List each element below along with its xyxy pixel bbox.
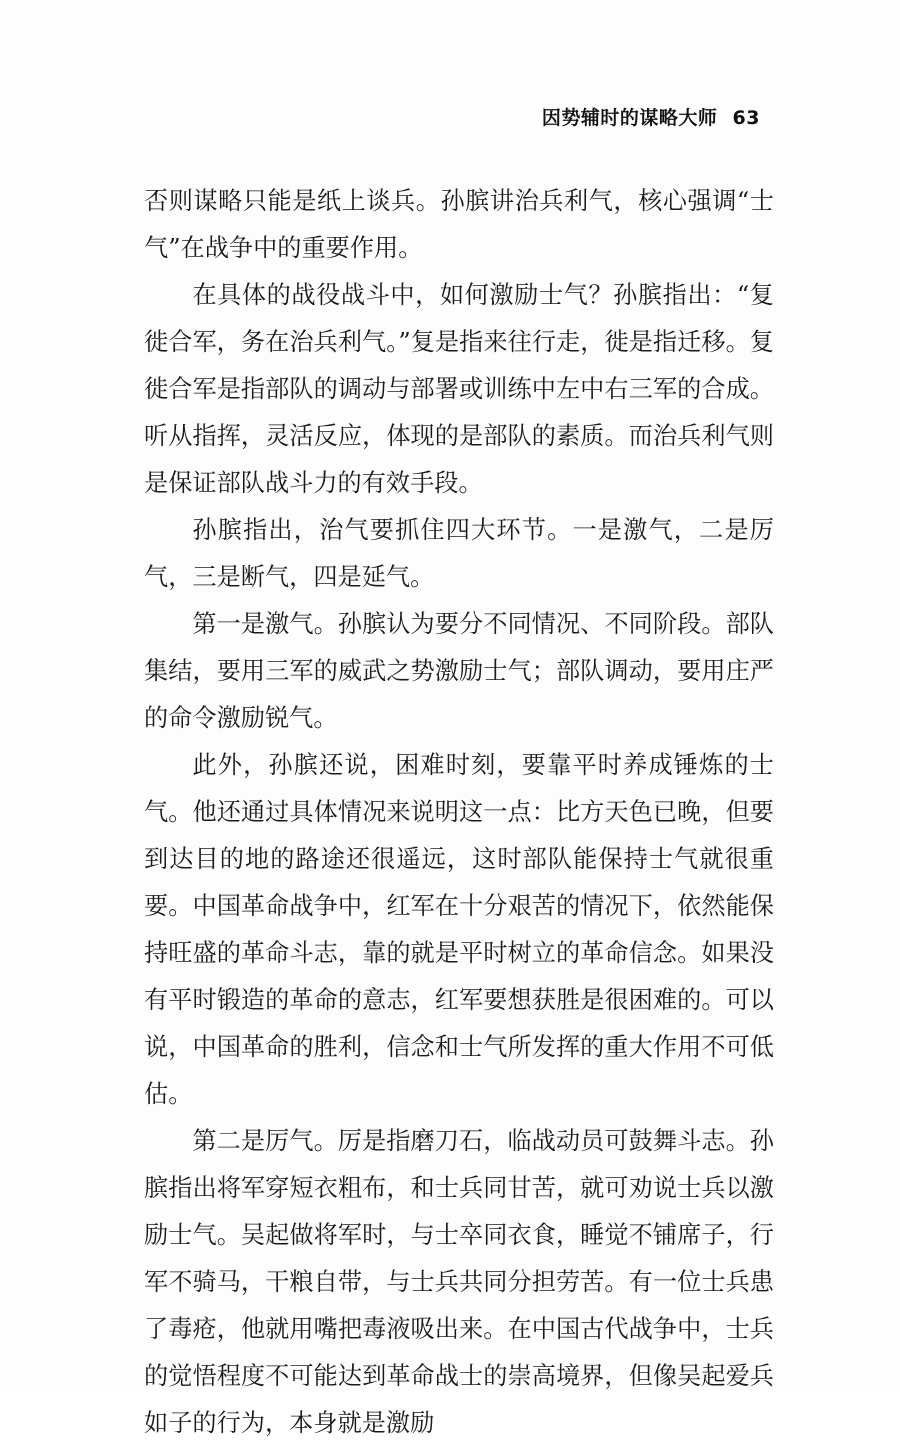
paragraph-6: 第二是厉气。厉是指磨刀石，临战动员可鼓舞斗志。孙膑指出将军穿短衣粗布，和士兵同甘苦，就可劝说士兵以激励士气。吴起做将军时，与士卒同衣食，睡觉不铺席子，行军不骑马，干粮自带，与士兵共同分担劳苦。有一位士兵患了毒疮，他就用嘴把毒液吸出来。在中国古代战争中，士兵的觉悟程度不可能达到革命战士的崇高境界，但像吴起爱兵如子的行为，本身就是激励: [144, 1127, 774, 1437]
running-header: [542, 103, 760, 130]
page-number: 63: [732, 107, 760, 129]
chapter-title: 因势辅时的谋略大师: [541, 107, 718, 129]
paragraph-1: 否则谋略只能是纸上谈兵。孙膑讲治兵利气，核心强调“士气”在战争中的重要作用。: [144, 187, 774, 262]
paragraph-3: 孙膑指出，治气要抓住四大环节。一是激气，二是厉气，三是断气，四是延气。: [144, 516, 774, 591]
paragraph-5: 此外，孙膑还说，困难时刻，要靠平时养成锤炼的士气。他还通过具体情况来说明这一点：比方天色已晚，但要到达目的地的路途还很遥远，这时部队能保持士气就很重要。中国革命战争中，红军在十分艰苦的情况下，依然能保持旺盛的革命斗志，靠的就是平时树立的革命信念。如果没有平时锻造的革命的意志，红军要想获胜是很困难的。可以说，中国革命的胜利，信念和士气所发挥的重大作用不可低估。: [144, 751, 774, 1108]
paragraph-2: 在具体的战役战斗中，如何激励士气？孙膑指出：“复徙合军，务在治兵利气。”复是指来往行走，徙是指迁移。复徙合军是指部队的调动与部署或训练中左中右三军的合成。听从指挥，灵活反应，体现的是部队的素质。而治兵利气则是保证部队战斗力的有效手段。: [144, 281, 774, 497]
body-text: [144, 178, 774, 1447]
paragraph-4: 第一是激气。孙膑认为要分不同情况、不同阶段。部队集结，要用三军的威武之势激励士气；部队调动，要用庄严的命令激励锐气。: [144, 610, 774, 732]
